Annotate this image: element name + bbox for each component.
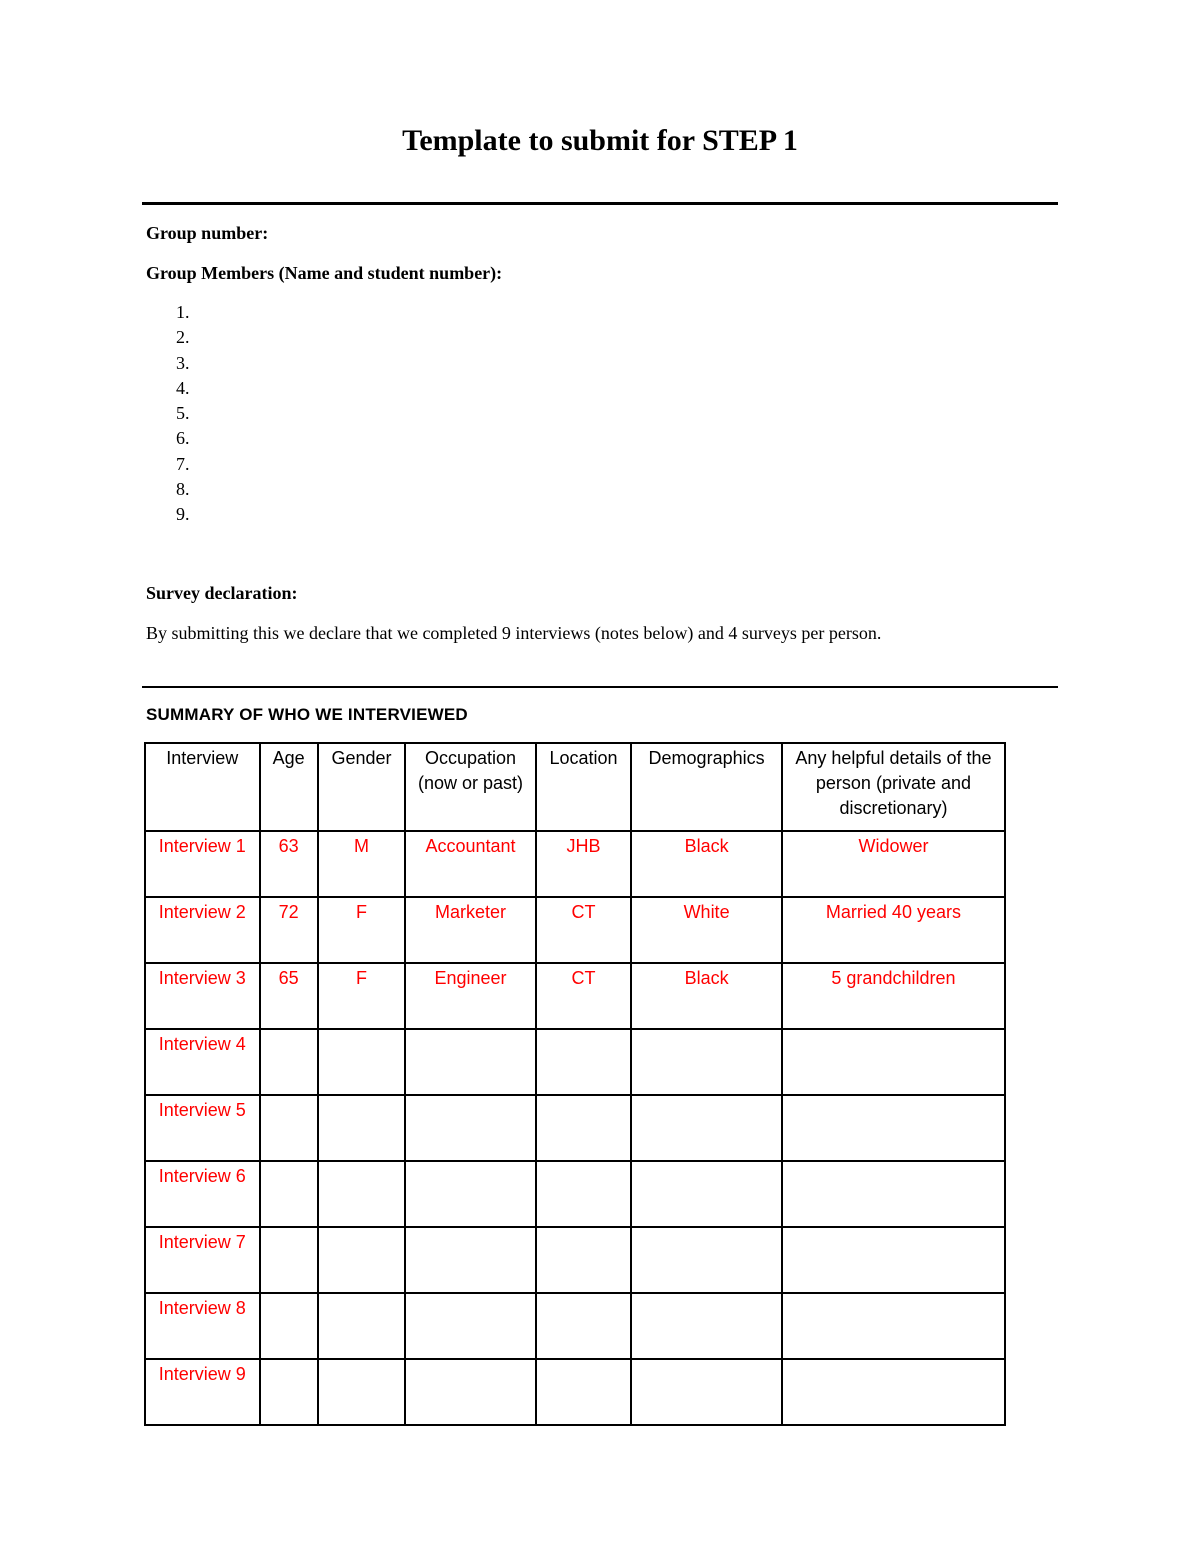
cell-gender[interactable]: [318, 1293, 405, 1359]
cell-demographics[interactable]: [631, 1029, 782, 1095]
page-title: Template to submit for STEP 1: [402, 124, 798, 157]
cell-details[interactable]: 5 grandchildren: [782, 963, 1005, 1029]
member-item: 8.: [176, 479, 190, 500]
cell-interview[interactable]: Interview 1: [145, 831, 260, 897]
header-occupation: Occupation (now or past): [405, 743, 536, 831]
cell-details[interactable]: Married 40 years: [782, 897, 1005, 963]
cell-gender[interactable]: [318, 1095, 405, 1161]
member-item: 1.: [176, 302, 190, 322]
cell-demographics[interactable]: [631, 1161, 782, 1227]
header-demographics: Demographics: [631, 743, 782, 831]
survey-declaration-text: By submitting this we declare that we completed 9 interviews (notes below) and 4 surveys per person.: [146, 623, 882, 643]
cell-interview[interactable]: Interview 8: [145, 1293, 260, 1359]
cell-age[interactable]: [260, 1095, 318, 1161]
cell-gender[interactable]: [318, 1227, 405, 1293]
cell-location[interactable]: [536, 1161, 631, 1227]
member-item: 2.: [176, 327, 190, 348]
cell-occupation[interactable]: [405, 1095, 536, 1161]
header-interview: Interview: [145, 743, 260, 831]
cell-details[interactable]: [782, 1029, 1005, 1095]
group-members-list: [146, 301, 190, 529]
cell-demographics[interactable]: Black: [631, 963, 782, 1029]
cell-occupation[interactable]: Marketer: [405, 897, 536, 963]
table-row: [145, 897, 1005, 963]
cell-details[interactable]: Widower: [782, 831, 1005, 897]
cell-occupation[interactable]: [405, 1227, 536, 1293]
cell-age[interactable]: [260, 1293, 318, 1359]
cell-occupation[interactable]: Accountant: [405, 831, 536, 897]
cell-age[interactable]: 63: [260, 831, 318, 897]
cell-interview[interactable]: Interview 3: [145, 963, 260, 1029]
table-row: [145, 1227, 1005, 1293]
cell-demographics[interactable]: White: [631, 897, 782, 963]
cell-interview[interactable]: Interview 4: [145, 1029, 260, 1095]
table-row: [145, 1293, 1005, 1359]
cell-demographics[interactable]: [631, 1359, 782, 1425]
cell-gender[interactable]: F: [318, 897, 405, 963]
cell-demographics[interactable]: [631, 1227, 782, 1293]
cell-age[interactable]: [260, 1359, 318, 1425]
cell-gender[interactable]: [318, 1359, 405, 1425]
table-row: [145, 1161, 1005, 1227]
section-divider: [142, 686, 1058, 688]
interview-summary-table: [144, 742, 1006, 1426]
cell-location[interactable]: CT: [536, 963, 631, 1029]
table-row: [145, 963, 1005, 1029]
header-location: Location: [536, 743, 631, 831]
member-item: 9.: [176, 504, 190, 525]
header-gender: Gender: [318, 743, 405, 831]
cell-occupation[interactable]: [405, 1359, 536, 1425]
survey-declaration-label: Survey declaration:: [146, 583, 298, 603]
cell-details[interactable]: [782, 1293, 1005, 1359]
cell-location[interactable]: [536, 1359, 631, 1425]
table-row: [145, 1029, 1005, 1095]
group-members-label: Group Members (Name and student number):: [146, 263, 503, 283]
cell-gender[interactable]: [318, 1161, 405, 1227]
cell-location[interactable]: [536, 1095, 631, 1161]
cell-location[interactable]: [536, 1029, 631, 1095]
cell-location[interactable]: [536, 1227, 631, 1293]
title-divider: [142, 202, 1058, 205]
summary-heading: SUMMARY OF WHO WE INTERVIEWED: [146, 705, 468, 724]
cell-occupation[interactable]: Engineer: [405, 963, 536, 1029]
cell-age[interactable]: [260, 1029, 318, 1095]
table-row: [145, 1359, 1005, 1425]
header-age: Age: [260, 743, 318, 831]
member-item: 4.: [176, 377, 190, 398]
cell-occupation[interactable]: [405, 1029, 536, 1095]
cell-gender[interactable]: M: [318, 831, 405, 897]
cell-demographics[interactable]: [631, 1095, 782, 1161]
cell-age[interactable]: [260, 1161, 318, 1227]
member-item: 3.: [176, 352, 190, 373]
cell-details[interactable]: [782, 1161, 1005, 1227]
member-item: 6.: [176, 428, 190, 449]
group-number-label: Group number:: [146, 223, 269, 243]
cell-occupation[interactable]: [405, 1161, 536, 1227]
table-header-row: [145, 743, 1005, 831]
cell-interview[interactable]: Interview 6: [145, 1161, 260, 1227]
cell-age[interactable]: 72: [260, 897, 318, 963]
cell-demographics[interactable]: Black: [631, 831, 782, 897]
cell-location[interactable]: JHB: [536, 831, 631, 897]
table-row: [145, 1095, 1005, 1161]
cell-gender[interactable]: [318, 1029, 405, 1095]
cell-interview[interactable]: Interview 2: [145, 897, 260, 963]
cell-location[interactable]: CT: [536, 897, 631, 963]
cell-details[interactable]: [782, 1095, 1005, 1161]
table-row: [145, 831, 1005, 897]
member-item: 5.: [176, 403, 190, 424]
header-details: Any helpful details of the person (private and discretionary): [782, 743, 1005, 831]
cell-demographics[interactable]: [631, 1293, 782, 1359]
cell-interview[interactable]: Interview 7: [145, 1227, 260, 1293]
table-body: [145, 831, 1005, 1425]
cell-interview[interactable]: Interview 9: [145, 1359, 260, 1425]
cell-gender[interactable]: F: [318, 963, 405, 1029]
cell-age[interactable]: [260, 1227, 318, 1293]
cell-details[interactable]: [782, 1359, 1005, 1425]
member-item: 7.: [176, 453, 190, 474]
cell-details[interactable]: [782, 1227, 1005, 1293]
cell-age[interactable]: 65: [260, 963, 318, 1029]
cell-location[interactable]: [536, 1293, 631, 1359]
cell-interview[interactable]: Interview 5: [145, 1095, 260, 1161]
cell-occupation[interactable]: [405, 1293, 536, 1359]
